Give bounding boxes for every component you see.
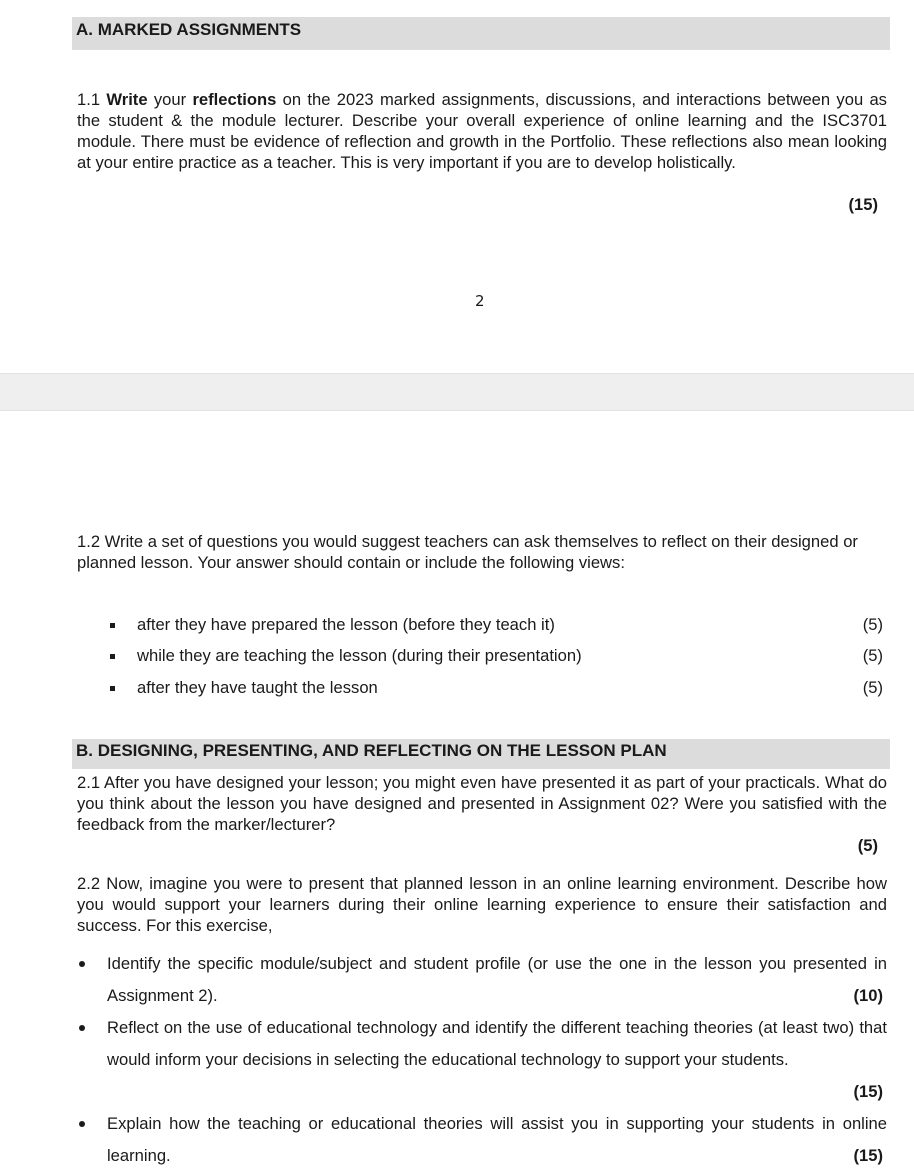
list-item-marks: (10) <box>853 986 883 1005</box>
list-item-marks: (5) <box>862 646 883 665</box>
question-1-1 <box>77 89 887 173</box>
list-item-marks: (15) <box>853 1082 883 1101</box>
question-2-1-marks: (5) <box>857 836 878 855</box>
question-1-2: 1.2 Write a set of questions you would suggest teachers can ask themselves to reflect on their designed or planned lesson. Your answer should contain or include the following views: <box>77 532 858 572</box>
list-item-text: Reflect on the use of educational technology and identify the different teaching theories (at least two) that would inform your decisions in selecting the educational technology to support your students. <box>107 1018 887 1069</box>
question-2-2: 2.2 Now, imagine you were to present that planned lesson in an online learning environment. Describe how you would support your learners during their online learning experience to ensure their satisfaction and success. For this exercise, <box>77 874 887 935</box>
section-a-heading: A. MARKED ASSIGNMENTS <box>72 17 890 50</box>
page-separator <box>0 373 914 411</box>
section-b-heading: B. DESIGNING, PRESENTING, AND REFLECTING ON THE LESSON PLAN <box>72 739 890 769</box>
list-item-text: while they are teaching the lesson (during their presentation) <box>137 646 582 665</box>
list-item-marks: (5) <box>862 678 883 697</box>
list-item <box>0 646 914 670</box>
bullet-square-icon <box>110 654 115 659</box>
list-item <box>0 1012 914 1108</box>
list-item-marks: (15) <box>853 1146 883 1165</box>
page-number: 2 <box>475 292 485 310</box>
question-1-1-number: 1.1 <box>77 90 101 109</box>
question-1-1-marks: (15) <box>848 195 878 214</box>
question-2-1: 2.1 After you have designed your lesson; you might even have presented it as part of your practicals. What do you think about the lesson you have designed and presented in Assignment 02? Were you satisfied with the feedback from the marker/lecturer? <box>77 773 887 834</box>
bullet-dot-icon <box>79 1025 85 1031</box>
list-item <box>0 948 914 1012</box>
list-item <box>0 678 914 702</box>
list-item-marks: (5) <box>862 615 883 634</box>
list-item-text: Identify the specific module/subject and student profile (or use the one in the lesson you presented in Assignment 2). <box>107 954 887 1005</box>
question-1-1-reflections: reflections <box>192 90 277 109</box>
list-item <box>0 615 914 639</box>
list-item-text: after they have prepared the lesson (before they teach it) <box>137 615 555 634</box>
bullet-square-icon <box>110 686 115 691</box>
question-1-1-write: Write <box>106 90 148 109</box>
question-1-1-your: your <box>153 90 187 109</box>
question-1-1-text: on the 2023 marked assignments, discussions, and interactions between you as the student & the module lecturer. Describe your overall experience of online learning and the ISC3701 module. There must be evidence of reflection and growth in the Portfolio. These reflections also mean looking at your entire practice as a teacher. This is very important if you are to develop holistically. <box>77 90 887 172</box>
list-item <box>0 1108 914 1172</box>
bullet-dot-icon <box>79 961 85 967</box>
list-item-text: Explain how the teaching or educational theories will assist you in supporting your students in online learning. <box>107 1114 887 1165</box>
bullet-dot-icon <box>79 1121 85 1127</box>
list-item-text: after they have taught the lesson <box>137 678 378 697</box>
bullet-square-icon <box>110 623 115 628</box>
